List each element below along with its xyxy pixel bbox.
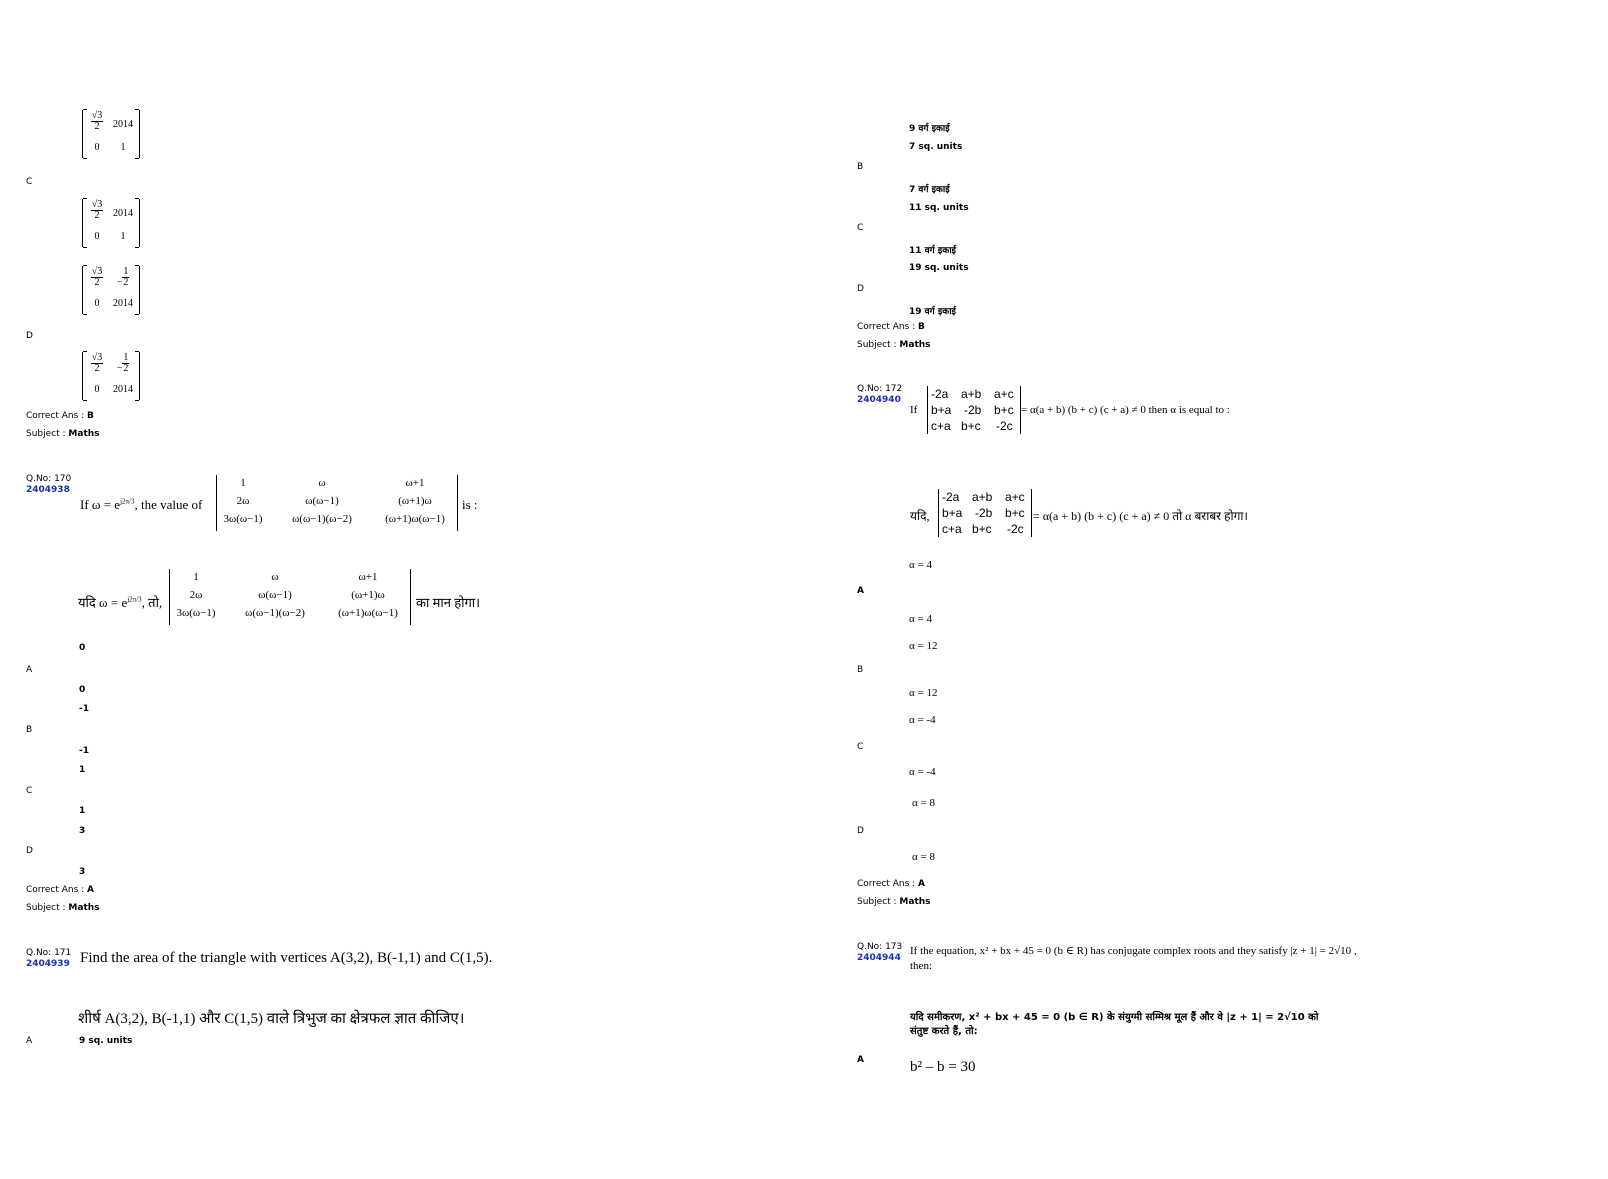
q169-option-b-matrix: $\frac{√3}{2}$ 2014 0 1 bbox=[82, 110, 140, 158]
q172-option-c-hi: α = -4 bbox=[909, 766, 936, 778]
q170-subject: Subject : Maths bbox=[26, 903, 100, 913]
q172-correct-answer: Correct Ans : A bbox=[857, 879, 925, 889]
q171-option-b-label: B bbox=[857, 162, 864, 172]
q170-determinant-en: 1 ω ω+1 2ω ω(ω−1) (ω+1)ω 3ω(ω−1) ω(ω−1)(ω−2) (ω+1)ω(ω−1) bbox=[216, 475, 458, 531]
q169-option-c-matrix-hi: $\frac{√3}{2}$ − $\frac{1}{2}$ 0 2014 bbox=[82, 266, 140, 314]
q172-option-a-label: A bbox=[857, 586, 864, 596]
q170-question-en: If $\omega = e^{j2\pi/3}$, the value of 1 ω ω+1 2ω ω(ω−1) (ω+1)ω 3ω(ω−1) ω(ω−1)(ω−2) (ω+1)ω(ω−1) is : bbox=[80, 475, 480, 531]
question-id: 2404939 bbox=[26, 959, 70, 969]
q170-option-d-hi: 3 bbox=[79, 867, 86, 877]
q172-question-en: If -2a a+b a+c b+a -2b b+c c+a b+c -2c = α(a + b) (b + c) (c + a) ≠ 0 then α is equal to : bbox=[910, 387, 1230, 433]
q171-option-c-label: C bbox=[857, 223, 864, 233]
q172-option-d-hi: α = 8 bbox=[912, 851, 935, 863]
question-id: 2404938 bbox=[26, 485, 70, 495]
q171-correct-answer: Correct Ans : B bbox=[857, 322, 925, 332]
q170-option-a-hi: 0 bbox=[79, 685, 86, 695]
question-number: Q.No: 171 bbox=[26, 948, 72, 958]
q170-option-c-label: C bbox=[26, 786, 33, 796]
q171-subject: Subject : Maths bbox=[857, 340, 931, 350]
q171-option-b-en: 7 sq. units bbox=[909, 142, 963, 152]
q172-option-a-hi: α = 4 bbox=[909, 613, 932, 625]
q173-question-hi: यदि समीकरण, x² + bx + 45 = 0 (b ∈ R) के संयुग्मी सम्मिश्र मूल हैं और वे |z + 1| = 2√10 को संतुष्ट करते हैं, तो: bbox=[910, 1012, 1319, 1037]
q169-option-c-matrix-en: $\frac{√3}{2}$ 2014 0 1 bbox=[82, 199, 140, 247]
q171-option-d-en: 19 sq. units bbox=[909, 263, 969, 273]
q170-option-d-label: D bbox=[26, 846, 33, 856]
q170-option-c-hi: 1 bbox=[79, 806, 86, 816]
q169-correct-answer: Correct Ans : B bbox=[26, 411, 94, 421]
q172-option-d-label: D bbox=[857, 826, 864, 836]
q172-question-hi: यदि, -2a a+b a+c b+a -2b b+c c+a b+c -2c = α(a + b) (b + c) (c + a) ≠ 0 तो α बराबर होगा। bbox=[910, 490, 1248, 536]
q169-option-d-label: D bbox=[26, 331, 33, 341]
q170-option-a-label: A bbox=[26, 665, 33, 675]
q169-option-c-label: C bbox=[26, 177, 33, 187]
q172-option-c-label: C bbox=[857, 742, 864, 752]
q170-correct-answer: Correct Ans : A bbox=[26, 885, 94, 895]
q170-question-hi: यदि $\omega = e^{j2\pi/3}$, तो, 1 ω ω+1 2ω ω(ω−1) (ω+1)ω 3ω(ω−1) ω(ω−1)(ω−2) (ω+1)ω(ω−1) का मान होगा। bbox=[78, 569, 488, 625]
q172-option-c-en: α = -4 bbox=[909, 714, 936, 726]
question-number: Q.No: 170 bbox=[26, 474, 72, 484]
q171-option-a-hi: 9 वर्ग इकाई bbox=[909, 124, 950, 134]
q173-option-a-en: b² – b = 30 bbox=[910, 1059, 976, 1075]
q169-option-d-matrix: $\frac{√3}{2}$ − $\frac{1}{2}$ 0 2014 bbox=[82, 352, 140, 400]
q173-option-a-label: A bbox=[857, 1055, 864, 1065]
q172-determinant-hi: -2a a+b a+c b+a -2b b+c c+a b+c -2c bbox=[938, 489, 1032, 537]
q171-option-c-en: 11 sq. units bbox=[909, 203, 969, 213]
q172-determinant-en: -2a a+b a+c b+a -2b b+c c+a b+c -2c bbox=[927, 386, 1021, 434]
question-id: 2404940 bbox=[857, 395, 901, 405]
q170-option-b-label: B bbox=[26, 725, 33, 735]
q171-option-b-hi: 7 वर्ग इकाई bbox=[909, 185, 950, 195]
q173-question-en: If the equation, x² + bx + 45 = 0 (b ∈ R) has conjugate complex roots and they satisfy |z + 1| = 2√10 , then: bbox=[910, 945, 1357, 972]
q171-question-en: Find the area of the triangle with vertices A(3,2), B(-1,1) and C(1,5). bbox=[80, 950, 493, 966]
q172-option-b-en: α = 12 bbox=[909, 640, 938, 652]
q171-option-d-label: D bbox=[857, 284, 864, 294]
q169-subject: Subject : Maths bbox=[26, 429, 100, 439]
q170-header bbox=[26, 474, 71, 496]
q171-option-d-hi: 19 वर्ग इकाई bbox=[909, 307, 956, 317]
q171-header bbox=[26, 948, 71, 970]
question-number: Q.No: 172 bbox=[857, 384, 903, 394]
q170-option-a-en: 0 bbox=[79, 643, 86, 653]
q171-option-a-label: A bbox=[26, 1036, 33, 1046]
q172-option-b-hi: α = 12 bbox=[909, 687, 938, 699]
q170-option-c-en: 1 bbox=[79, 765, 86, 775]
q172-option-b-label: B bbox=[857, 665, 864, 675]
q171-option-c-hi: 11 वर्ग इकाई bbox=[909, 246, 956, 256]
q170-determinant-hi: 1 ω ω+1 2ω ω(ω−1) (ω+1)ω 3ω(ω−1) ω(ω−1)(ω−2) (ω+1)ω(ω−1) bbox=[169, 569, 411, 625]
q170-option-d-en: 3 bbox=[79, 826, 86, 836]
q170-option-b-hi: -1 bbox=[79, 746, 89, 756]
q172-header bbox=[857, 384, 902, 406]
q170-option-b-en: -1 bbox=[79, 704, 89, 714]
q171-option-a-en: 9 sq. units bbox=[79, 1036, 133, 1046]
q171-question-hi: शीर्ष A(3,2), B(-1,1) और C(1,5) वाले त्रिभुज का क्षेत्रफल ज्ञात कीजिए। bbox=[78, 1011, 465, 1027]
q172-subject: Subject : Maths bbox=[857, 897, 931, 907]
q172-option-a-en: α = 4 bbox=[909, 559, 932, 571]
question-id: 2404944 bbox=[857, 953, 901, 963]
q172-option-d-en: α = 8 bbox=[912, 797, 935, 809]
q173-header bbox=[857, 942, 902, 964]
question-number: Q.No: 173 bbox=[857, 942, 903, 952]
